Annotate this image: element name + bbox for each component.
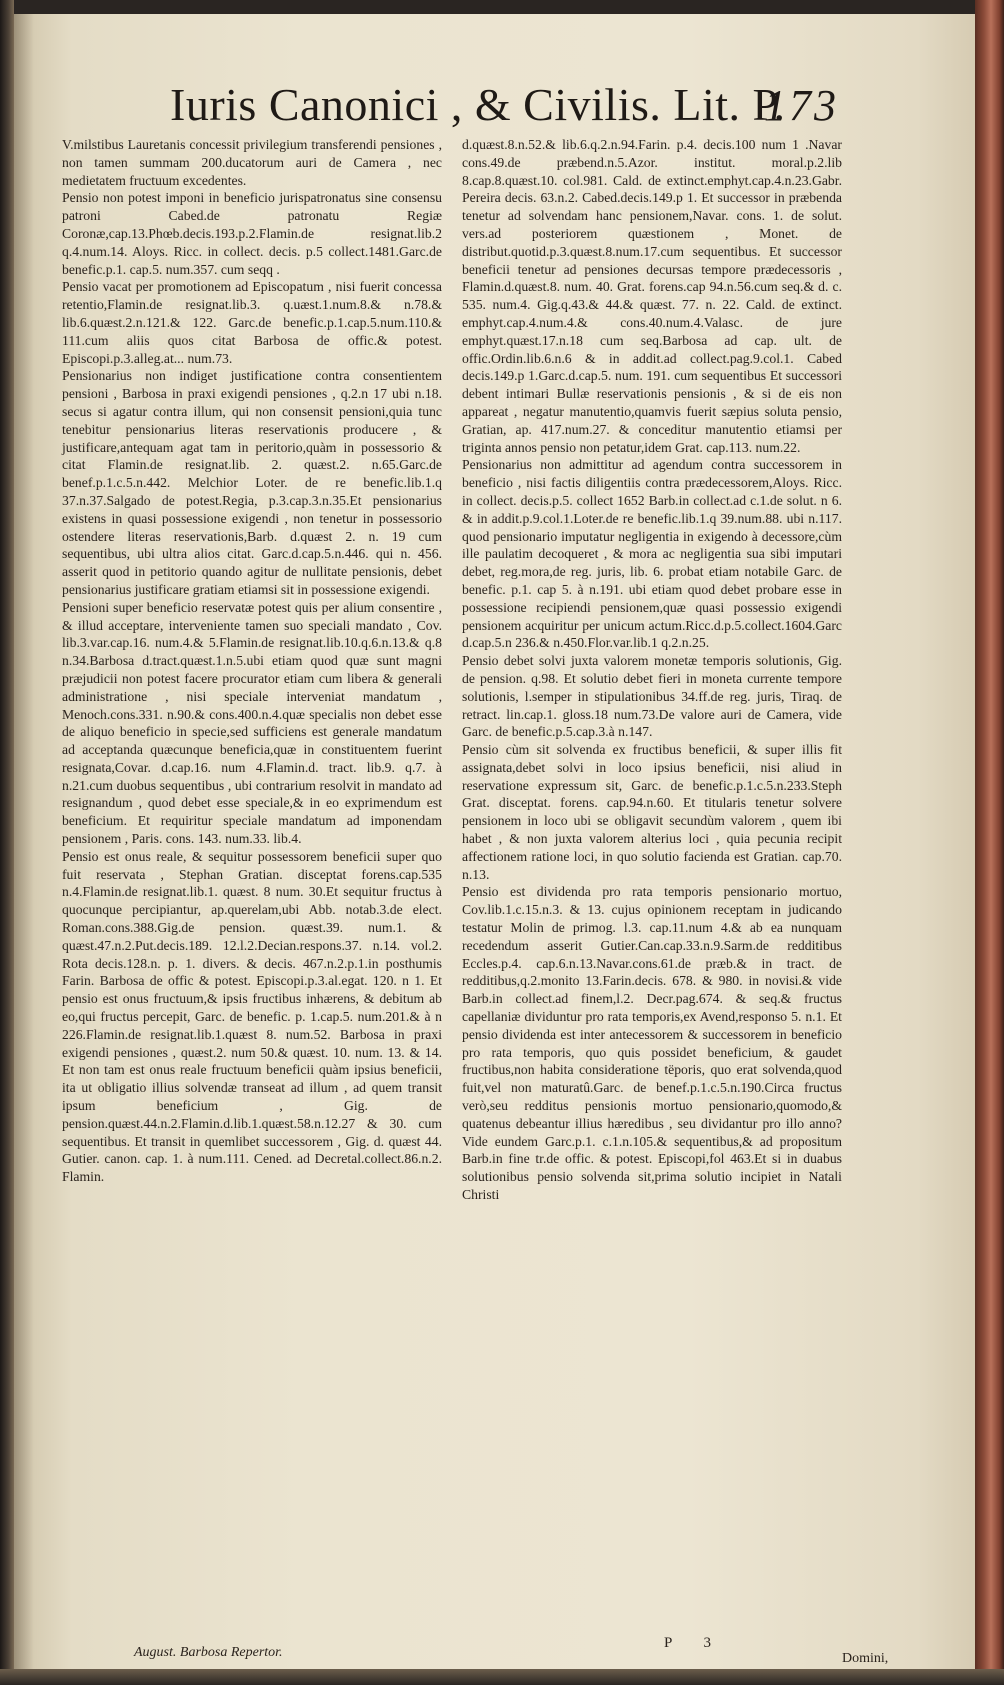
signature-mark: P 3 bbox=[664, 1635, 726, 1651]
catchword: Domini, bbox=[842, 1651, 889, 1666]
left-column bbox=[62, 136, 442, 1186]
book-fore-edge bbox=[975, 0, 1004, 1685]
paragraph: Pensio est dividenda pro rata temporis pensionario mortuo, Cov.lib.1.c.15.n.3. & 13. cujus opinionem receptam in judicando testatur Molin de primog. l.3. cap.11.num 4.& ab ea nunquam recedendum asserit Gutier.Can.cap.33.n.9.Sarm.de redditibus Eccles.p.4. cap.6.n.13.Navar.cons.61.de præb.& in tract. de redditibus,q.2.monito 13.Farin.decis. 678. & 980. in novisi.& vide Barb.in collect.ad finem,l.2. Decr.pag.674. & seq.& fructus capellaniæ dividuntur pro rata temporis,ex Avend,responso 5. n.1. Et pensio dividenda est inter antecessorem & successorem in beneficio pro rata temporis, quo quis possidet beneficium, & gaudet fructibus,non habita consideratione tëporis, quo erat solvenda,quod fuit,vel non maturatû.Garc. de benef.p.1.c.5.n.190.Circa fructus verò,seu redditus pensionis mortuo pensionario,quomodo,& quatenus debeantur illius hæredibus , seu dividantur pro illo anno?Vide eundem Garc.p.1. c.1.n.105.& sequentibus,& ad propositum Barb.in fine tr.de offic. & potest. Episcopi,fol 463.Et si in duabus solutionibus pensio solvenda sit,prima solutio incipiet in Natali Christi bbox=[462, 884, 842, 1203]
paragraph: V.milstibus Lauretanis concessit privilegium transferendi pensiones , non tamen summam 200.ducatorum auri de Camera , nec medietatem fructuum excedentes. bbox=[62, 137, 442, 188]
paragraph: Pensio non potest imponi in beneficio jurispatronatus sine consensu patroni Cabed.de patronatu Regiæ Coronæ,cap.13.Phœb.decis.193.p.2.Flamin.de resignat.lib.2 q.4.num.14. Aloys. Ricc. in collect. decis. p.5 collect.1481.Garc.de benefic.p.1. cap.5. num.357. cum seqq . bbox=[62, 190, 442, 277]
paragraph: d.quæst.8.n.52.& lib.6.q.2.n.94.Farin. p.4. decis.100 num 1 .Navar cons.49.de præbend.n.5.Azor. institut. moral.p.2.lib 8.cap.8.quæst.10. col.981. Cald. de extinct.emphyt.cap.4.n.23.Gabr. Pereira decis. 63.n.2. Cabed.decis.149.p 1. Et successor in præbenda tenetur ad solvendam hanc pensionem,Navar. cons. 1. de solut. vers.ad posteriorem quæstionem , Monet. de distribut.quotid.p.3.quæst.8.num.17.cum sequentibus. Et successor beneficii tenetur ad pensiones decursas tempore prædecessoris , Flamin.d.quæst.8. num. 40. Grat. forens.cap 94.n.56.cum seq.& d. c. 535. num.4. Gig.q.43.& 44.& quæst. 77. n. 22. Cald. de extinct. emphyt.cap.4.num.4.& cons.40.num.4.Valasc. de jure emphyt.quæst.17.n.18 cum seq.Barbosa ad cap. ult. de offic.Ordin.lib.6.n.6 & in addit.ad collect.pag.9.col.1. Cabed decis.149.p 1.Garc.d.cap.5. num. 191. cum sequentibus Et successori debent intimari Bullæ reservationis pensionis , & si de eis non appareat , negatur manutentio,quamvis fuerit sæpius soluta pensio, Gratian, ap. 417.num.27. & conceditur manutentio etiamsi per triginta annos pensio non petatur,idem Grat. cap.113. num.22. bbox=[462, 137, 842, 455]
running-head bbox=[14, 78, 975, 128]
footer-reference: August. Barbosa Repertor. bbox=[134, 1645, 283, 1660]
paragraph: Pensionarius non indiget justificatione contra consentientem pensioni , Barbosa in praxi exigendi pensiones , q.2.n 17 ubi n.18. secus si agatur contra illum, qui non consensit pensioni,quia tunc tenebitur pensionarius literas reservationis producere , & justificare,antequam agat tam in peritorio,quàm in possessorio & citat Flamin.de resignat.lib. 2. quæst.2. n.65.Garc.de benef.p.1.c.5.n.442. Melchior Loter. de re benefic.lib.1.q 37.n.37.Salgado de potest.Regia, p.3.cap.3.n.35.Et pensionarius existens in quasi possessione exigendi , non tenetur in possessorio ostendere literas reservationis,Barb. d.quæst 2. n. 19 cum sequentibus, ubi ultra alios citat. Garc.d.cap.5.n.446. qui n. 456. asserit quod in petitorio quando agitur de nullitate pensionis, debet pensionarius justificare gratiam etiamsi sit in possessione exigendi. bbox=[62, 368, 442, 597]
paragraph: Pensio est onus reale, & sequitur possessorem beneficii super quo fuit reservata , Stephan Gratian. disceptat forens.cap.535 n.4.Flamin.de resignat.lib.1. quæst. 8 num. 30.Et sequitur fructus à quocunque percipiantur, ap.querelam,ubi Abb. notab.3.de elect. Roman.cons.388.Gig.de pension. quæst.39. num.1. & quæst.47.n.2.Put.decis.189. 12.l.2.Decian.respons.37. n.14. vol.2. Rota decis.128.n. p. 1. divers. & decis. 467.n.2.p.1.in posthumis Farin. Barbosa de offic & potest. Episcopi.p.3.al.egat. 120. n 1. Et pensio est onus fructuum,& ipsis fructibus inhærens, & debitum ab eo,qui fructus percepit, Garc. de benefic. p. 1.cap.5. num.201.& à n 226.Flamin.de resignat.lib.1.quæst 8. num.52. Barbosa in praxi exigendi pensiones , quæst.2. num 50.& quæst. 10. num. 13. & 14. Et non tam est onus reale fructuum beneficii quàm ipsius beneficii, ita ut obligatio illius solvendæ transeat ad illum , ad quem transit ipsum beneficium , Gig. de pension.quæst.44.n.2.Flamin.d.lib.1.quæst.58.n.12.27 & 30. cum sequentibus. Et transit in quemlibet successorem , Gig. d. quæst 44. Gutier. canon. cap. 1. à num.111. Cened. ad Decretal.collect.86.n.2. Flamin. bbox=[62, 848, 442, 1185]
scan-left-edge bbox=[0, 0, 14, 1685]
book-page bbox=[14, 14, 975, 1669]
paragraph: Pensionarius non admittitur ad agendum contra successorem in beneficio , nisi factis diligentiis contra prædecessorem,Aloys. Ricc. in collect. decis.p.5. collect 1652 Barb.in collect.ad c.1.de solut. n 6. & in addit.p.9.col.1.Loter.de re benefic.lib.1.q 39.num.88. ubi n.117. quod pensionario imputatur negligentia in exigendo à decessore,cùm ille paulatim decoqueret , & mora ac negligentia sua sibi imputari debet, reg.mora,de reg. juris, lib. 6. probat etiam notabile Garc. de benefic. p.1. cap 5. à n.191. ubi etiam quod debet probare esse in possessione recipiendi pensionem,quæ quasi possessio exigendi pensionem acquiritur per unicum actum.Ricc.d.p.5.collect.1604.Garc d.cap.5.n 236.& n.450.Flor.var.lib.1 q.2.n.25. bbox=[462, 457, 842, 651]
paragraph: Pensio vacat per promotionem ad Episcopatum , nisi fuerit concessa retentio,Flamin.de resignat.lib.3. q.uæst.1.num.8.& n.78.& lib.6.quæst.2.n.121.& 122. Garc.de benefic.p.1.cap.5.num.110.& 111.cum aliis quos citat Barbosa de offic.& potest. Episcopi.p.3.alleg.at... num.73. bbox=[62, 279, 442, 366]
scan-bottom-edge bbox=[0, 1669, 1004, 1685]
running-title: Iuris Canonici , & Civilis. Lit. P. bbox=[170, 79, 786, 130]
paragraph: Pensioni super beneficio reservatæ potest quis per alium consentire , & illud acceptare, interveniente tamen suo speciali mandato , Cov. lib.3.var.cap.16. num.4.& 5.Flamin.de resignat.lib.10.q.6.n.13.& q.8 n.34.Barbosa d.tract.quæst.1.n.5.ubi etiam quod quæ sunt magni præjudicii non potest facere procurator etiam cum libera & generali administratione , nisi speciale interveniat mandatum , Menoch.cons.331. n.90.& cons.400.n.4.quæ specialis non debet esse de aliquo beneficio in specie,sed sufficiens est generale mandatum ad acceptanda quæcunque beneficia,quæ in constituentem fuerint resignata,Covar. d.cap.16. num 4.Flamin.d. tract. lib.9. q.7. à n.21.cum duobus sequentibus , ubi contrarium resolvit in mandato ad resignandum , quod debet esse speciale,& in eo exprimendum est beneficium. Et requiritur speciale mandatum ad imponendam pensionem , Paris. cons. 143. num.33. lib.4. bbox=[62, 599, 442, 847]
paragraph: Pensio debet solvi juxta valorem monetæ temporis solutionis, Gig. de pension. q.98. Et solutio debet fieri in moneta currente tempore solutionis, l.semper in stipulationibus 34.ff.de reg. juris, Tiraq. de retract. lin.cap.1. gloss.18 num.73.De valore auri de Camera, vide Garc. de benefic.p.5.cap.3.à n.147. bbox=[462, 653, 842, 740]
right-column bbox=[462, 136, 842, 1204]
page-number: 173 bbox=[764, 81, 839, 130]
paragraph: Pensio cùm sit solvenda ex fructibus beneficii, & super illis fit assignata,debet solvi in loco ipsius beneficii, nisi aliud in reservatione expressum sit, Garc. de benefic.p.1.c.5.n.233.Steph Grat. disceptat. forens. cap.94.n.60. Et titularis tenetur solvere pensionem in loco ubi se obligavit secundùm valorem , quem ibi habet , & non juxta valorem alterius loci , quia pecunia recipit affectionem ratione loci, in quo solutio facienda est Gratian. cap.70. n.13. bbox=[462, 742, 842, 882]
